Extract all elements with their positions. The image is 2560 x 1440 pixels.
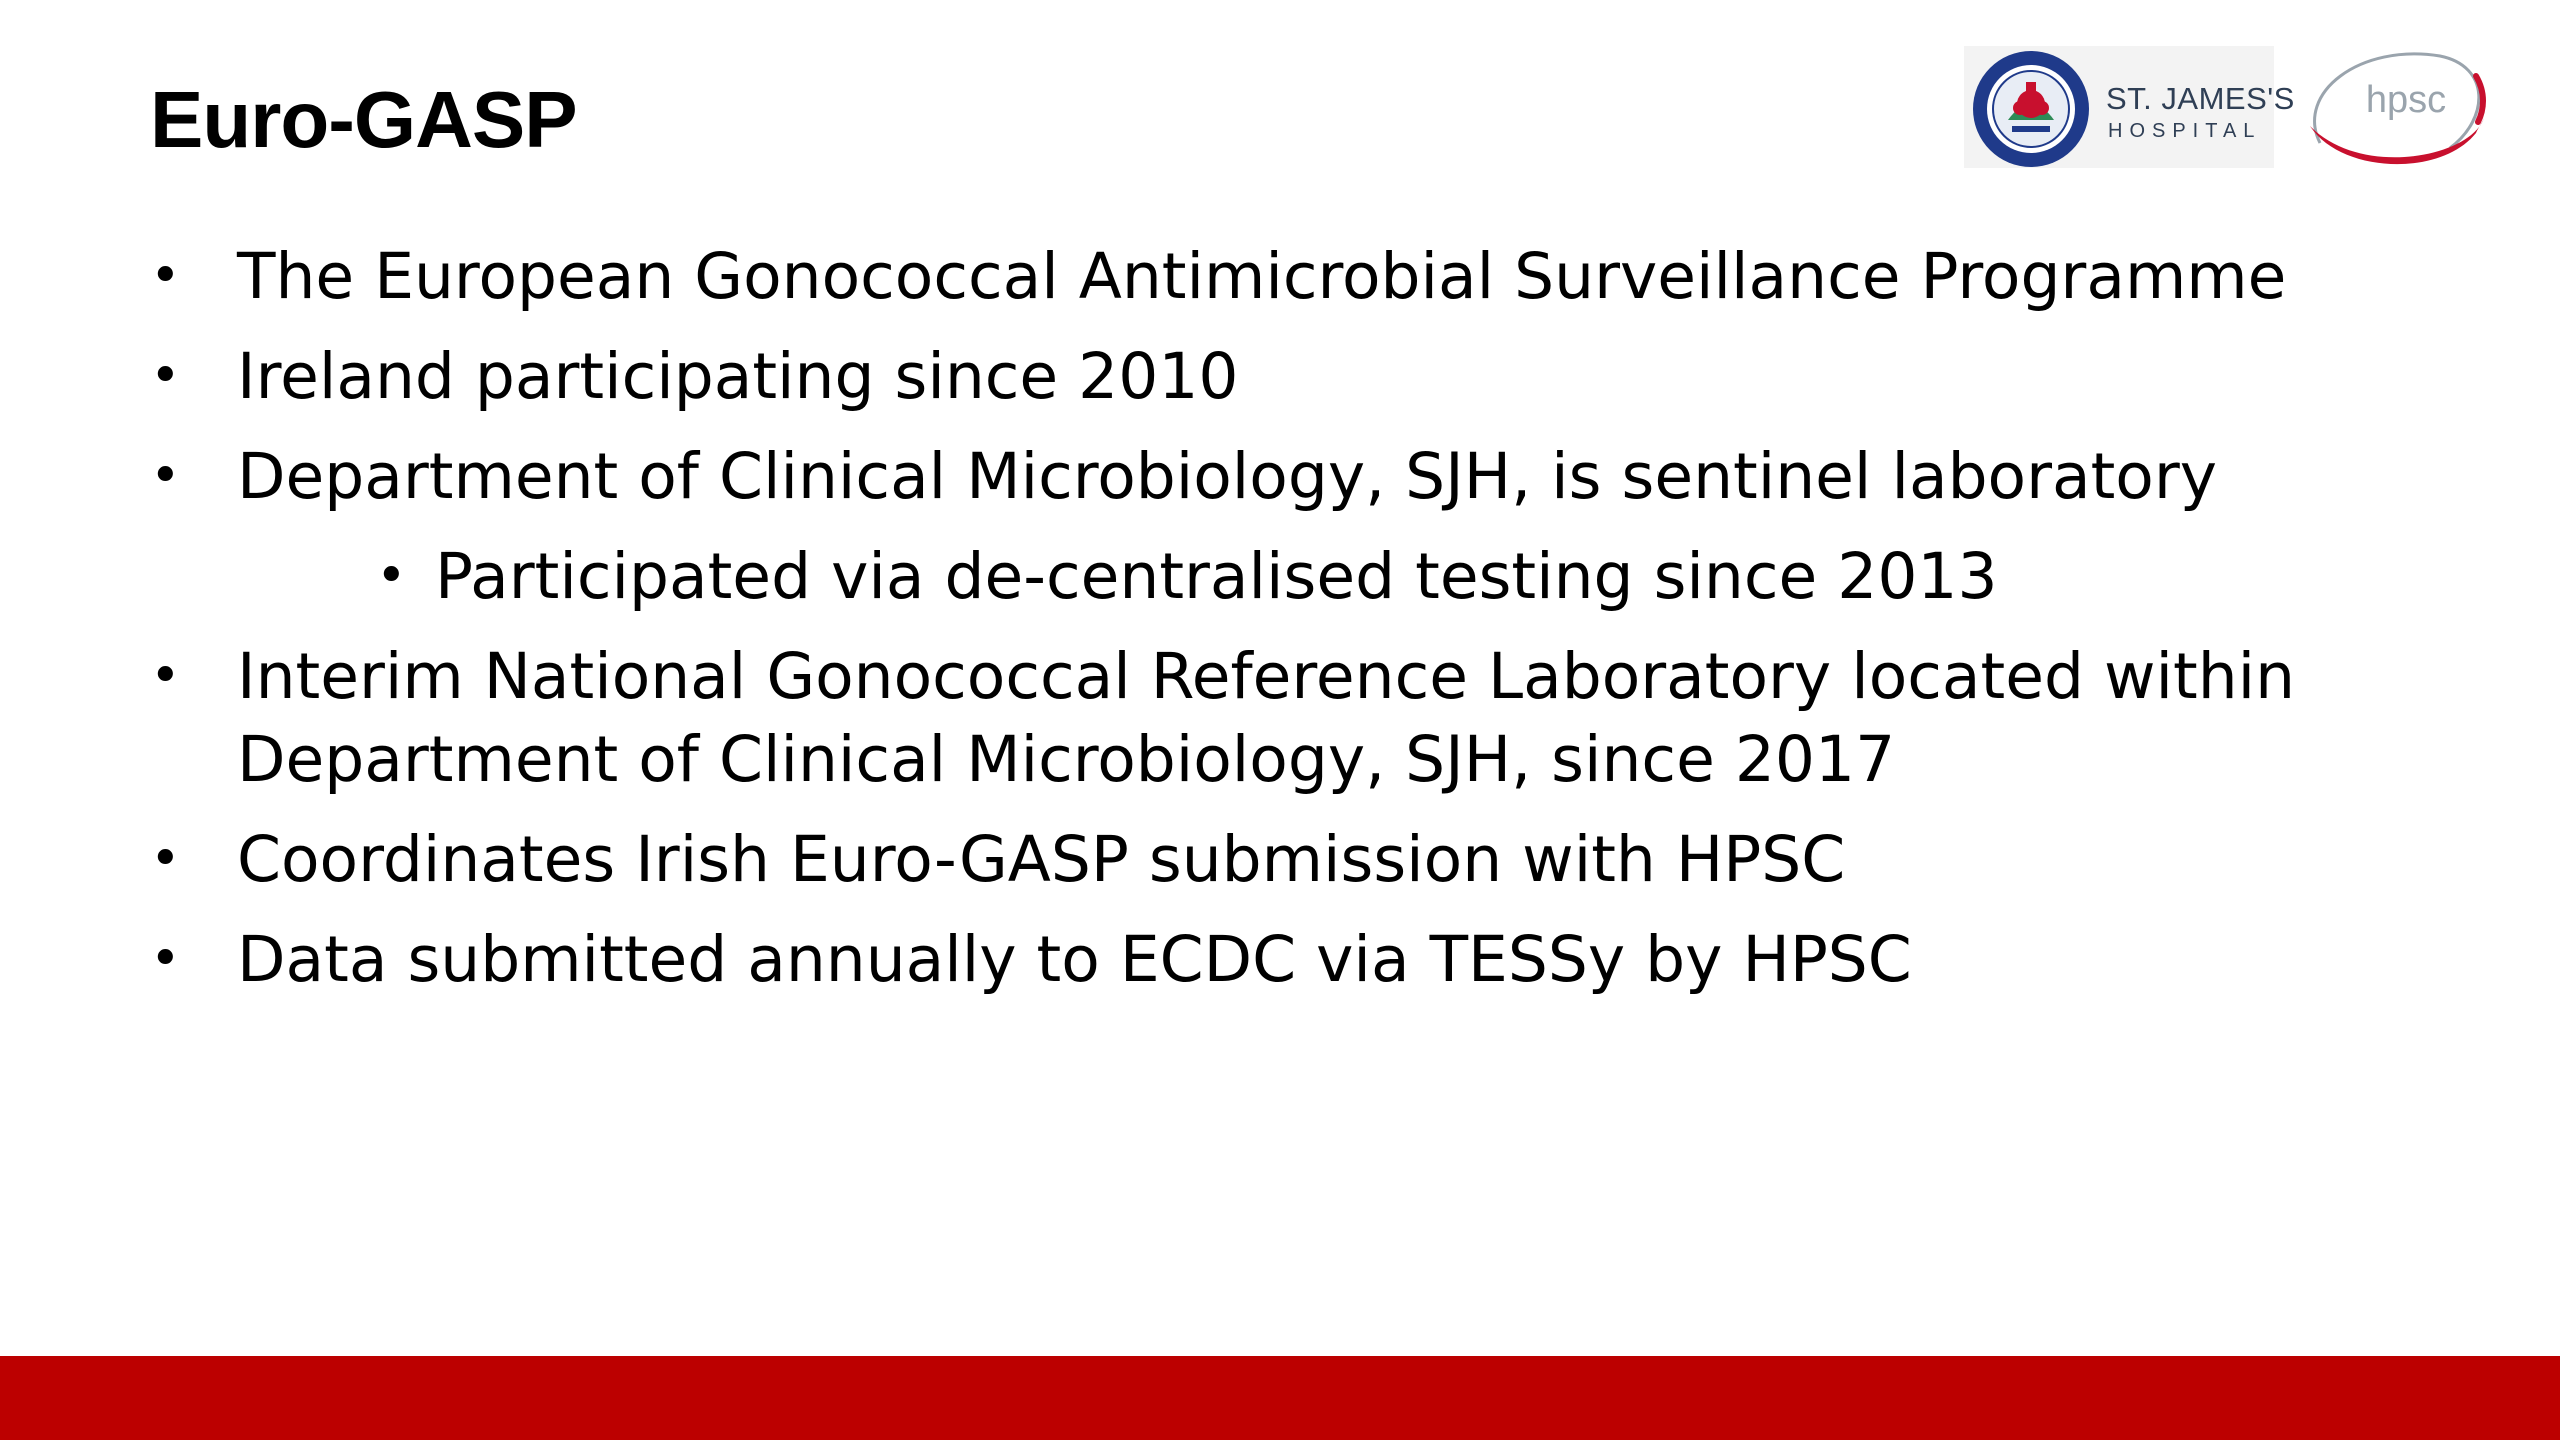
bullet-point-icon: • bbox=[150, 646, 181, 706]
bullet-text: Department of Clinical Microbiology, SJH, is sentinel laboratory bbox=[237, 440, 2218, 513]
bullet-item bbox=[0, 235, 2297, 318]
st-james-hospital-logo bbox=[1964, 46, 2295, 168]
sjh-logo-subtitle: HOSPITAL bbox=[2108, 120, 2262, 142]
bullet-item bbox=[0, 918, 2297, 1001]
bullet-item bbox=[0, 818, 2297, 901]
bullet-point-icon: • bbox=[150, 829, 181, 889]
sjh-logo-name: ST. JAMES'S bbox=[2106, 81, 2295, 116]
bullet-item bbox=[0, 435, 2297, 518]
bullet-item bbox=[0, 335, 2297, 418]
bullet-point-icon: • bbox=[150, 246, 181, 306]
bullet-text: The European Gonococcal Antimicrobial Surveillance Programme bbox=[237, 240, 2287, 313]
hpsc-logo bbox=[2300, 38, 2490, 178]
bullet-list bbox=[0, 235, 2400, 1018]
bullet-text: Interim National Gonococcal Reference Laboratory located within Department of Clinical Microbiology, SJH, since 2017 bbox=[237, 640, 2296, 796]
bullet-text: Data submitted annually to ECDC via TESSy by HPSC bbox=[237, 923, 1912, 996]
bullet-text: Ireland participating since 2010 bbox=[237, 340, 1239, 413]
hpsc-logo-text: hpsc bbox=[2365, 79, 2447, 121]
bullet-text: Participated via de-centralised testing since 2013 bbox=[435, 540, 1998, 613]
sub-bullet-item bbox=[0, 535, 2495, 618]
bullet-text: Coordinates Irish Euro-GASP submission with HPSC bbox=[237, 823, 1846, 896]
bullet-point-icon: • bbox=[376, 546, 407, 606]
footer-bar bbox=[0, 1356, 2560, 1440]
hospital-crest-icon bbox=[1968, 48, 2094, 170]
bullet-point-icon: • bbox=[150, 929, 181, 989]
slide-title: Euro-GASP bbox=[150, 75, 577, 164]
bullet-item bbox=[0, 635, 2297, 801]
logo-area bbox=[1960, 38, 2490, 178]
bullet-point-icon: • bbox=[150, 446, 181, 506]
bullet-point-icon: • bbox=[150, 346, 181, 406]
